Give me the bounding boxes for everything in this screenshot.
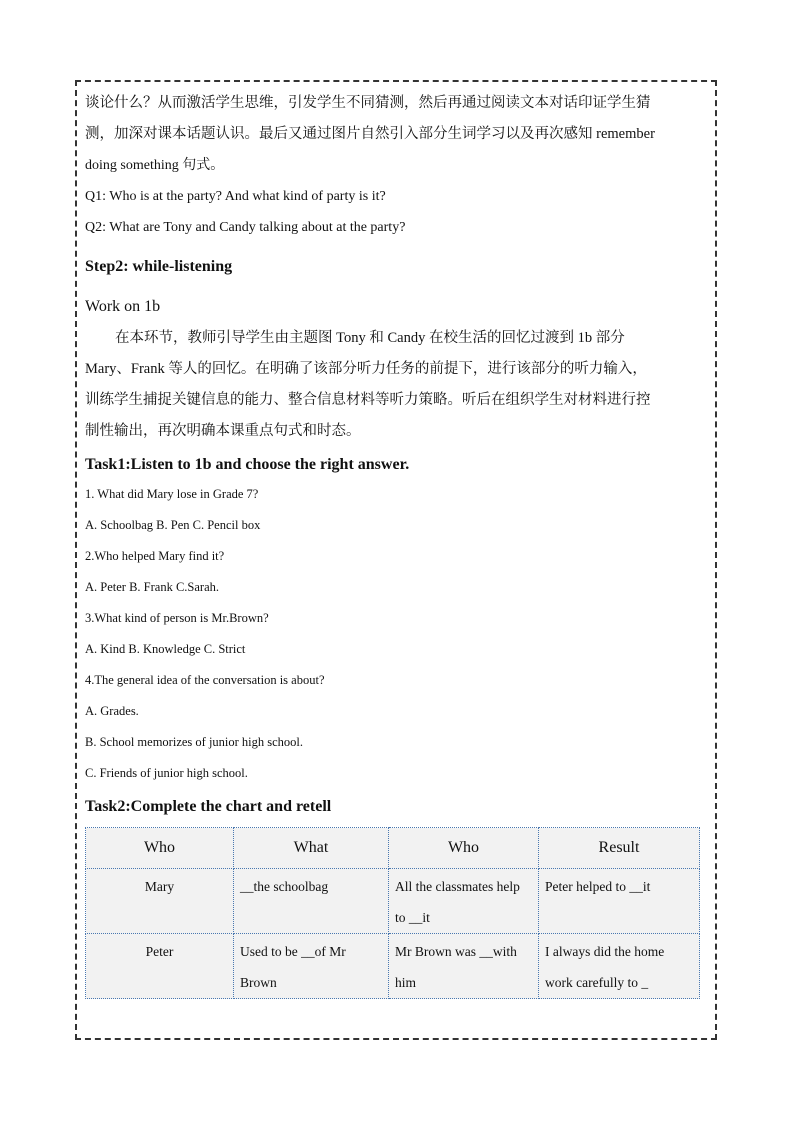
paragraph-line: 在本环节，教师引导学生由主题图 Tony 和 Candy 在校生活的回忆过渡到 1b 部分 — [115, 330, 625, 346]
intro-line: 测，加深对课本话题认识。最后又通过图片自然引入部分生词学习以及再次感知 remember — [85, 126, 655, 142]
cell-who: Mr Brown was __with him — [389, 934, 539, 999]
task1-item: A. Peter B. Frank C.Sarah. — [85, 580, 220, 594]
cell-what: Used to be __of Mr Brown — [234, 934, 389, 999]
task1-item: 2.Who helped Mary find it? — [85, 549, 225, 563]
document-content — [85, 88, 709, 999]
table-row — [86, 869, 700, 934]
task1-heading: Task1:Listen to 1b and choose the right answer. — [85, 456, 410, 473]
cell-result: I always did the home work carefully to _ — [539, 934, 700, 999]
task1-item: A. Schoolbag B. Pen C. Pencil box — [85, 518, 261, 532]
cell-who: All the classmates help to __it — [389, 869, 539, 934]
paragraph-line: 训练学生捕捉关键信息的能力、整合信息材料等听力策略。听后在组织学生对材料进行控 — [85, 392, 651, 408]
task1-item: 4.The general idea of the conversation is about? — [85, 673, 325, 687]
paragraph-line: 制性输出，再次明确本课重点句式和时态。 — [85, 423, 361, 439]
header-result: Result — [539, 828, 700, 869]
question-1: Q1: Who is at the party? And what kind of party is it? — [85, 189, 386, 204]
table-row — [86, 934, 700, 999]
task1-item: A. Grades. — [85, 704, 139, 718]
chart-header-row — [86, 828, 700, 869]
cell-who: Mary — [86, 869, 234, 934]
cell-what: __the schoolbag — [234, 869, 389, 934]
work-on-heading: Work on 1b — [85, 298, 161, 315]
task1-item: 3.What kind of person is Mr.Brown? — [85, 611, 269, 625]
step2-heading: Step2: while-listening — [85, 258, 233, 275]
cell-result: Peter helped to __it — [539, 869, 700, 934]
cell-who: Peter — [86, 934, 234, 999]
intro-line: 谈论什么？从而激活学生思维，引发学生不同猜测，然后再通过阅读文本对话印证学生猜 — [85, 95, 651, 111]
header-who: Who — [389, 828, 539, 869]
header-who: Who — [86, 828, 234, 869]
task2-chart — [85, 827, 700, 999]
question-2: Q2: What are Tony and Candy talking about at the party? — [85, 220, 406, 235]
header-what: What — [234, 828, 389, 869]
task1-item: A. Kind B. Knowledge C. Strict — [85, 642, 246, 656]
task1-item: 1. What did Mary lose in Grade 7? — [85, 487, 259, 501]
task2-heading: Task2:Complete the chart and retell — [85, 798, 332, 815]
task1-item: C. Friends of junior high school. — [85, 766, 248, 780]
task1-item: B. School memorizes of junior high school. — [85, 735, 304, 749]
intro-line: doing something 句式。 — [85, 158, 225, 173]
page-frame — [75, 80, 717, 1040]
paragraph-line: Mary、Frank 等人的回忆。在明确了该部分听力任务的前提下，进行该部分的听力输入， — [85, 361, 647, 377]
